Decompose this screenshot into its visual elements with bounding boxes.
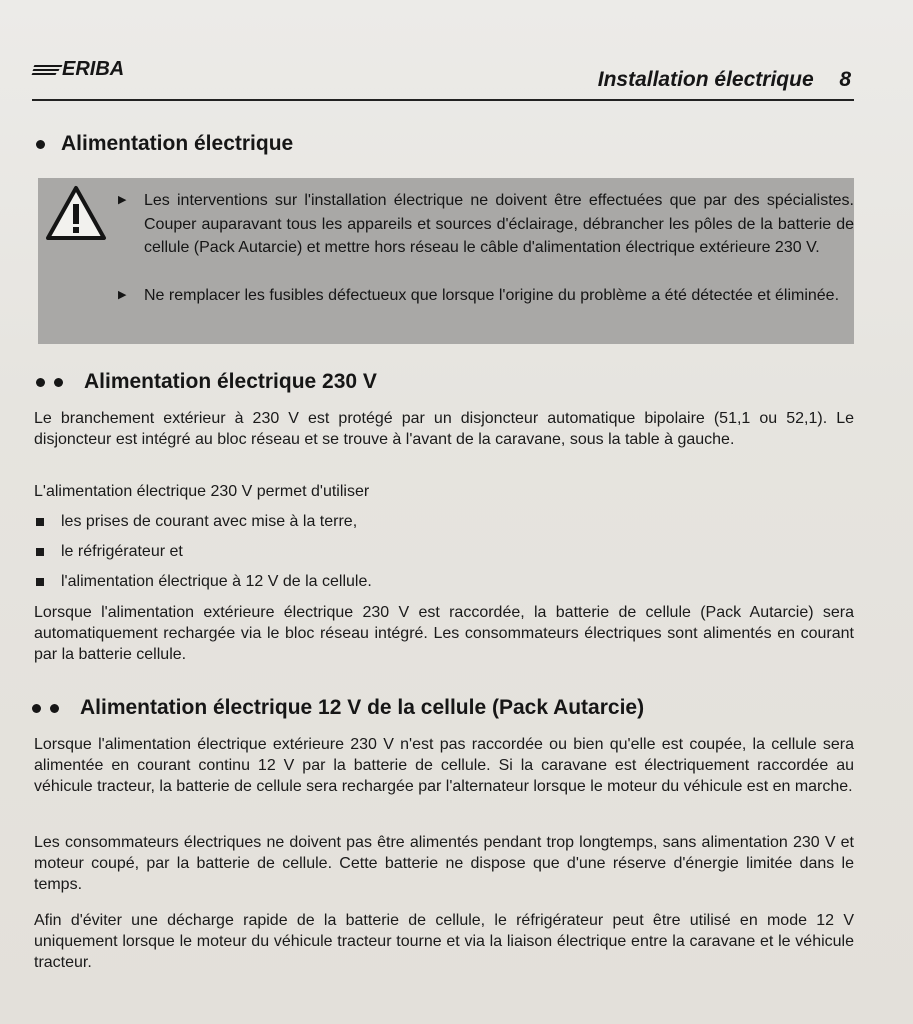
section-heading-text: Alimentation électrique xyxy=(61,132,294,155)
logo-stripes-icon xyxy=(32,63,62,77)
heading-double-bullet-icon xyxy=(36,378,72,387)
heading-double-bullet-icon xyxy=(32,704,68,713)
heading-bullet-icon xyxy=(36,140,45,149)
arrow-right-icon: ▶ xyxy=(118,289,127,301)
paragraph: Afin d'éviter une décharge rapide de la batterie de cellule, le réfrigérateur peut être utilisé en mode 12 V uniquement lorsque le moteur du véhicule tracteur tourne et via la liaison électrique entre la caravane et le véhicule tracteur. xyxy=(34,912,854,971)
chapter-header xyxy=(598,68,851,92)
section-heading-text: Alimentation électrique 230 V xyxy=(84,370,377,393)
logo-text: ERIBA xyxy=(62,58,125,80)
warning-item-text: Ne remplacer les fusibles défectueux que lorsque l'origine du problème a été détectée et éliminée. xyxy=(144,287,840,304)
section-heading-text: Alimentation électrique 12 V de la cellule (Pack Autarcie) xyxy=(80,696,645,719)
warning-triangle-icon xyxy=(44,184,108,242)
list-item xyxy=(36,571,372,592)
chapter-title: Installation électrique xyxy=(597,68,814,91)
page-number: 8 xyxy=(839,68,851,91)
list-item-text: l'alimentation électrique à 12 V de la cellule. xyxy=(61,573,372,590)
section-heading-12v xyxy=(32,696,644,720)
section-heading-power-supply xyxy=(36,132,293,156)
warning-box xyxy=(38,178,854,344)
list-item xyxy=(36,541,183,562)
list-item-text: les prises de courant avec mise à la terre, xyxy=(61,513,358,530)
list-item-text: le réfrigérateur et xyxy=(61,543,183,560)
paragraph: Le branchement extérieur à 230 V est protégé par un disjoncteur automatique bipolaire (51,1 ou 52,1). Le disjoncteur est intégré au bloc réseau et se trouve à l'avant de la caravane, sous la table à gauche. xyxy=(34,410,854,448)
header-rule xyxy=(32,99,854,101)
paragraph: Lorsque l'alimentation électrique extérieure 230 V n'est pas raccordée ou bien qu'elle est coupée, la cellule sera alimentée en courant continu 12 V par la batterie de cellule. Si la caravane est électriquement raccordée au véhicule tracteur, la batterie de cellule sera rechargée par l'alternateur lorsque le moteur du véhicule est en marche. xyxy=(34,736,854,795)
arrow-right-icon: ▶ xyxy=(118,194,127,206)
square-bullet-icon xyxy=(36,578,44,586)
brand-logo xyxy=(32,58,124,81)
warning-item xyxy=(118,189,854,260)
paragraph: Lorsque l'alimentation extérieure électrique 230 V est raccordée, la batterie de cellule (Pack Autarcie) sera automatiquement rechargée via le bloc réseau intégré. Les consommateurs électriques sont alimentés en courant par la batterie cellule. xyxy=(34,604,854,663)
square-bullet-icon xyxy=(36,548,44,556)
section-heading-230v xyxy=(36,370,377,394)
list-item xyxy=(36,511,357,532)
warning-item-text: Les interventions sur l'installation électrique ne doivent être effectuées que par des spécialistes. Couper auparavant tous les appareils et sources d'éclairage, débrancher les pôles de la batterie de cellule (Pack Autarcie) et mettre hors réseau le câble d'alimentation électrique extérieure 230 V. xyxy=(144,192,854,256)
paragraph: L'alimentation électrique 230 V permet d'utiliser xyxy=(34,483,370,500)
square-bullet-icon xyxy=(36,518,44,526)
paragraph: Les consommateurs électriques ne doivent pas être alimentés pendant trop longtemps, sans alimentation 230 V et moteur coupé, par la batterie de cellule. Cette batterie ne dispose que d'une réserve d'énergie limitée dans le temps. xyxy=(34,834,854,893)
warning-item xyxy=(118,284,854,308)
